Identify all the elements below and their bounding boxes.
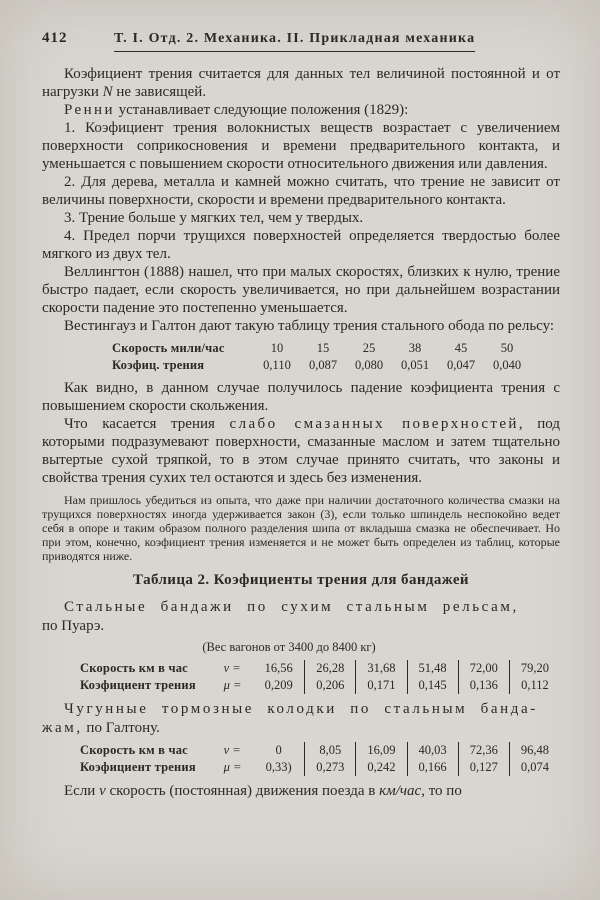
table-cell: 79,20 (509, 660, 560, 677)
paragraph-lubricated-surfaces (42, 415, 560, 487)
poire-friction-table (80, 660, 560, 694)
rail-friction-table (112, 340, 560, 374)
table-cell: 50 (500, 341, 514, 355)
page-header (42, 30, 560, 52)
table-cell: 8,05 (304, 742, 355, 759)
table2-heading: Таблица 2. Коэфициенты трения для бандажей (133, 572, 469, 588)
paragraph-final (42, 782, 560, 800)
table-cell: 25 (362, 341, 376, 355)
variable-mu: μ = (223, 760, 242, 774)
text-segment: устанавливает следующие положения (1829): (114, 102, 409, 118)
paragraph-friction-constant (42, 65, 560, 101)
row-label-speed: Скорость мили/час (112, 341, 225, 355)
text-segment: Если (64, 783, 100, 799)
table-row-coefficient (112, 357, 560, 374)
variable-N: N (102, 84, 113, 100)
row-label-coefficient: Коэфициент трения (80, 678, 196, 692)
text-segment: Что касается трения (64, 416, 230, 432)
page-number: 412 (42, 30, 68, 46)
list-item-2: 2. Для дерева, металла и камней можно считать, что трение не зависит от величины поверхности, скорости и времени предварительного контакта. (42, 174, 560, 208)
list-item-1: 1. Коэфициент трения волокнистых веществ возрастает с увеличением поверхности соприкосновения и времени предварительного контакта, и уменьшается с повышением скорости относительного движения или давления. (42, 120, 560, 172)
table-cell: 0,051 (400, 358, 430, 372)
table-cell: 0,112 (509, 677, 560, 694)
text-segment: Коэфициент трения считается для данных тел величиной постоянной и от нагрузки (42, 66, 560, 100)
table-cell: 72,00 (458, 660, 509, 677)
emphasized-term: жам, (42, 720, 83, 736)
author-name-rennie: Ренни (64, 102, 115, 118)
table-row-speed (80, 660, 560, 677)
wagon-weight-note: (Вес вагонов от 3400 до 8400 кг) (202, 640, 376, 654)
text-segment: скорость (постоянная) движения поезда в (105, 783, 380, 799)
table-cell: 0,171 (355, 677, 406, 694)
list-item-3: 3. Трение больше у мягких тел, чем у твердых. (64, 210, 364, 226)
row-label-speed: Скорость км в час (80, 661, 188, 675)
table-cell: 0,040 (492, 358, 522, 372)
text-segment: по Галтону. (82, 720, 160, 736)
table-cell: 51,48 (407, 660, 458, 677)
row-label-coefficient: Коэфициент трения (80, 760, 196, 774)
variable-v: v (99, 783, 106, 799)
table-cell: 16,56 (264, 661, 293, 675)
table-cell: 72,36 (458, 742, 509, 759)
running-title: Т. I. Отд. 2. Механика. II. Прикладная механика (114, 31, 475, 52)
table-cell: 40,03 (407, 742, 458, 759)
table-cell: 0,166 (407, 759, 458, 776)
paragraph-steel-bandages (42, 598, 560, 636)
paragraph-observation: Как видно, в данном случае получилось падение коэфициента трения с повышением скорости скольжения. (42, 380, 560, 414)
text-segment: не зависящей. (112, 84, 207, 100)
variable-v: v = (223, 743, 241, 757)
table-cell: 0,206 (304, 677, 355, 694)
galton-friction-table (80, 742, 560, 776)
table-cell: 0 (275, 743, 282, 757)
table-cell: 0,074 (509, 759, 560, 776)
paragraph-cast-iron-blocks (42, 700, 560, 738)
table-cell: 15 (316, 341, 330, 355)
table-cell: 96,48 (509, 742, 560, 759)
table-row-speed (80, 742, 560, 759)
table-row-coefficient (80, 759, 560, 776)
table-cell: 0,087 (308, 358, 338, 372)
table-cell: 0,273 (304, 759, 355, 776)
table-cell: 0,136 (458, 677, 509, 694)
text-segment: , под которыми подразумевают поверхности, смазанные маслом и затем тщательно вытертые сухой тряпкой, то в этом случае принято считать, что законы и свойства трения сухих тел остаются и здесь без изменения. (42, 416, 560, 486)
paragraph-westinghouse: Вестингауз и Галтон дают такую таблицу трения стального обода по рельсу: (64, 318, 555, 334)
text-segment: по Пуарэ. (42, 618, 105, 634)
table-row-speed (112, 340, 560, 357)
table-cell: 0,209 (264, 678, 293, 692)
emphasized-term: слабо смазанных поверхностей (229, 416, 519, 432)
table-row-coefficient (80, 677, 560, 694)
table-cell: 0,145 (407, 677, 458, 694)
table-cell: 0,047 (446, 358, 476, 372)
table-cell: 10 (270, 341, 284, 355)
small-print-note: Нам пришлось убедиться из опыта, что даже при наличии достаточного количества смазки на трущихся поверхностях иногда удерживается закон (3), если только шпиндель неспокойно ведет себя в опоре и таким образом полного разделения шипа от вкладыша смазка не обеспечивает. Но при этом, конечно, коэфициент трения изменяется и не может быть определен из таблиц, которые приводятся ниже. (42, 493, 560, 563)
table-cell: 31,68 (355, 660, 406, 677)
emphasized-term: Чугунные тормозные колодки по стальным банда- (64, 701, 538, 717)
emphasized-term: Стальные бандажи по сухим стальным рельсам, (64, 599, 519, 615)
table-cell: 0,242 (355, 759, 406, 776)
unit-km-per-hour: км/час (379, 783, 422, 799)
table-cell: 16,09 (355, 742, 406, 759)
table-cell: 0,080 (354, 358, 384, 372)
table-cell: 0,110 (263, 358, 291, 372)
table-cell: 0,33) (265, 760, 292, 774)
row-label-speed: Скорость км в час (80, 743, 188, 757)
page-body (42, 65, 560, 800)
text-segment: , то по (421, 783, 462, 799)
variable-mu: μ = (223, 678, 242, 692)
paragraph-rennie (42, 101, 560, 119)
table-cell: 0,127 (458, 759, 509, 776)
variable-v: v = (223, 661, 241, 675)
list-item-4: 4. Предел порчи трущихся поверхностей определяется твердостью более мягкого из двух тел. (42, 228, 560, 262)
table-cell: 26,28 (304, 660, 355, 677)
paragraph-wellington: Веллингтон (1888) нашел, что при малых скоростях, близких к нулю, трение быстро падает, если скорость увеличивается, но при дальнейшем возрастании скорости падение это постепенно уменьшается. (42, 264, 560, 316)
row-label-coefficient: Коэфиц. трения (112, 358, 205, 372)
table-cell: 45 (454, 341, 468, 355)
table-cell: 38 (408, 341, 422, 355)
